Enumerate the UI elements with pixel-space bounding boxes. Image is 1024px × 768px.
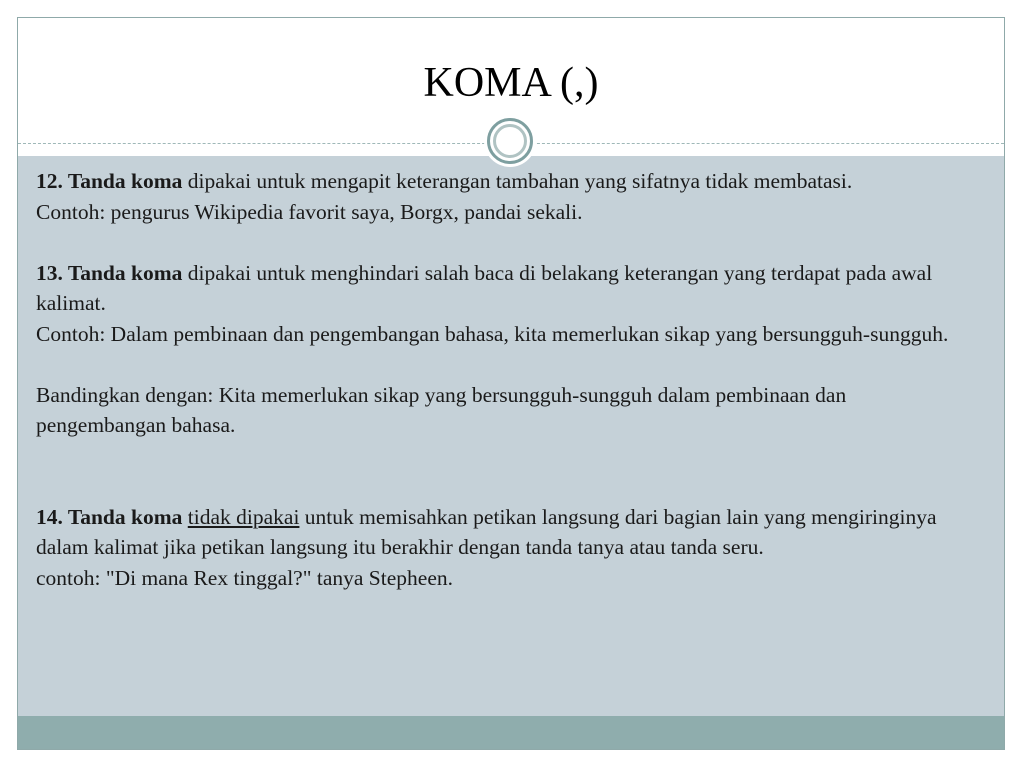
rule-12 <box>36 166 966 197</box>
rule-13-text: dipakai untuk menghindari salah baca di belakang keterangan yang terdapat pada awal kalimat. <box>36 260 933 315</box>
rule-14-underlined: tidak dipakai <box>187 504 300 529</box>
decorative-ring-icon <box>484 115 536 167</box>
rule-12-example: Contoh: pengurus Wikipedia favorit saya, Borgx, pandai sekali. <box>36 199 583 224</box>
rule-13-example: Contoh: Dalam pembinaan dan pengembangan bahasa, kita memerlukan sikap yang bersungguh-sungguh. <box>36 321 949 346</box>
comparison-text: Bandingkan dengan: Kita memerlukan sikap yang bersungguh-sungguh dalam pembinaan dan pengembangan bahasa. <box>36 382 847 437</box>
rule-12-label: 12. Tanda koma <box>36 169 183 193</box>
rule-14 <box>36 502 966 563</box>
ring-inner-circle <box>493 124 527 158</box>
slide-body <box>36 166 966 593</box>
slide-title: KOMA (,) <box>423 60 599 106</box>
rule-13-label: 13. Tanda koma <box>36 260 183 285</box>
rule-13 <box>36 258 966 319</box>
rule-14-example: contoh: "Di mana Rex tinggal?" tanya Stepheen. <box>36 565 453 590</box>
rule-14-text: untuk memisahkan petikan langsung dari bagian lain yang mengiringinya dalam kalimat jika petikan langsung itu berakhir dengan tanda tanya atau tanda seru. <box>36 504 937 559</box>
rule-14-label: 14. Tanda koma <box>36 504 183 529</box>
footer-band <box>18 716 1004 750</box>
rule-12-text: dipakai untuk mengapit keterangan tambahan yang sifatnya tidak membatasi. <box>182 169 853 193</box>
